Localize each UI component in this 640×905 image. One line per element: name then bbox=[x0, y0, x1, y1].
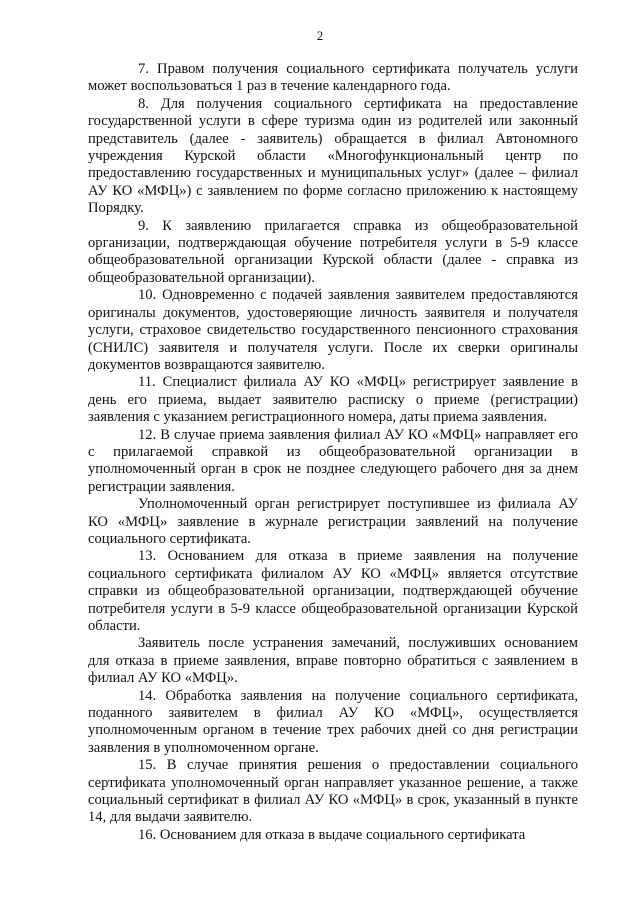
paragraph-7: 7. Правом получения социального сертификата получатель услуги может воспользоваться 1 раз в течение календарного года. bbox=[88, 61, 578, 95]
paragraph-15: 15. В случае принятия решения о предоставлении социального сертификата уполномоченный орган направляет указанное решение, а также социальный сертификат в филиал АУ КО «МФЦ» в срок, указанный в пункте 14, для выдачи заявителю. bbox=[88, 757, 578, 826]
paragraph-13-continuation: Заявитель после устранения замечаний, послуживших основанием для отказа в приеме заявления, вправе повторно обратиться с заявлением в филиал АУ КО «МФЦ». bbox=[88, 635, 578, 687]
page-number: 2 bbox=[316, 28, 324, 43]
paragraph-12: 12. В случае приема заявления филиал АУ КО «МФЦ» направляет его с прилагаемой справкой из общеобразовательной организации в уполномоченный орган в срок не позднее следующего рабочего дня за днем регистрации заявления. bbox=[88, 426, 578, 495]
paragraph-11: 11. Специалист филиала АУ КО «МФЦ» регистрирует заявление в день его приема, выдает заявителю расписку о приеме (регистрации) заявления с указанием регистрационного номера, даты приема заявления. bbox=[88, 374, 578, 426]
paragraph-12-continuation: Уполномоченный орган регистрирует поступившее из филиала АУ КО «МФЦ» заявление в журнале регистрации заявлений на получение социального сертификата. bbox=[88, 496, 578, 547]
paragraph-8: 8. Для получения социального сертификата на предоставление государственной услуги в сфере туризма один из родителей или законный представитель (далее - заявитель) обращается в филиал Автономного учреждения Курской области «Многофункциональный центр по предоставлению государственных и муниципальных услуг» (далее – филиал АУ КО «МФЦ») с заявлением по форме согласно приложению к настоящему Порядку. bbox=[88, 95, 578, 217]
paragraph-14: 14. Обработка заявления на получение социального сертификата, поданного заявителем в филиал АУ КО «МФЦ», осуществляется уполномоченным органом в течение трех рабочих дней со дня регистрации заявления в уполномоченном органе. bbox=[88, 687, 578, 756]
paragraph-16: 16. Основанием для отказа в выдаче социального сертификата bbox=[138, 826, 526, 843]
paragraph-9: 9. К заявлению прилагается справка из общеобразовательной организации, подтверждающая обучение потребителя услуги в 5-9 классе общеобразовательной организации Курской области (далее - справка из общеобразовательной организации). bbox=[88, 217, 578, 286]
paragraph-10: 10. Одновременно с подачей заявления заявителем предоставляются оригиналы документов, удостоверяющие личность заявителя и получателя услуги, страховое свидетельство государственного пенсионного страхования (СНИЛС) заявителя и получателя услуги. После их сверки оригиналы документов возвращаются заявителю. bbox=[88, 287, 578, 373]
document-body bbox=[88, 61, 578, 844]
paragraph-13: 13. Основанием для отказа в приеме заявления на получение социального сертификата филиалом АУ КО «МФЦ» является отсутствие справки из общеобразовательной организации, подтверждающей обучение потребителя услуги в 5-9 классе общеобразовательной организации Курской области. bbox=[88, 548, 578, 634]
